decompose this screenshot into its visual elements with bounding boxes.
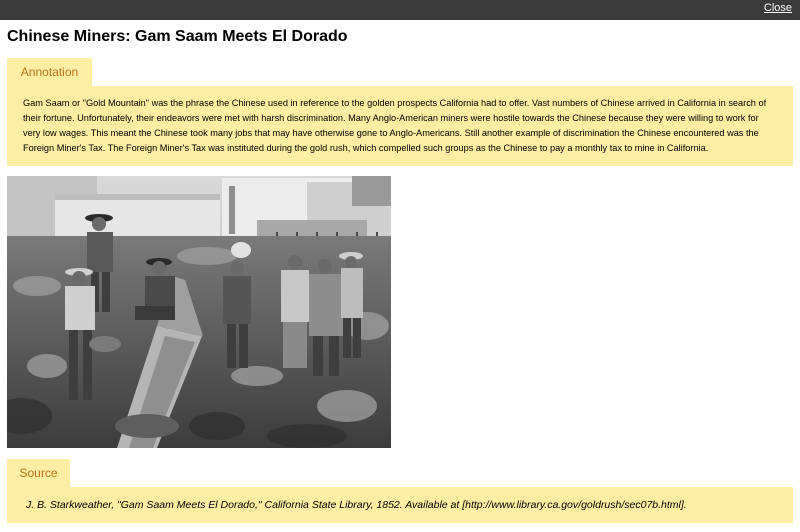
- source-citation: J. B. Starkweather, "Gam Saam Meets El Dorado," California State Library, 1852. Available at [http://www.library.ca.gov/goldrush/sec07b.html].: [26, 499, 687, 511]
- historical-photo: [7, 176, 391, 448]
- tab-annotation[interactable]: Annotation: [7, 58, 92, 86]
- top-bar: [0, 0, 800, 20]
- close-link[interactable]: Close: [763, 2, 792, 14]
- source-panel: [7, 487, 793, 523]
- page-title: Chinese Miners: Gam Saam Meets El Dorado: [7, 28, 348, 45]
- annotation-panel: [7, 86, 793, 166]
- annotation-text: Gam Saam or "Gold Mountain" was the phrase the Chinese used in reference to the golden prospects California had to offer. Vast numbers of Chinese arrived in California in search of their fortune. Unfortunately, their endeavors were met with harsh discrimination. Many Anglo-American miners were hostile towards the Chinese because they were willing to work for very low wages. This meant the Chinese took many jobs that may have otherwise gone to Anglo-Americans. Still another example of discrimination the Chinese encountered was the Foreign Miner's Tax. The Foreign Miner's Tax was instituted during the gold rush, which compelled such groups as the Chinese to pay a monthly tax to mine in California.: [23, 98, 767, 153]
- tab-source[interactable]: Source: [7, 459, 70, 487]
